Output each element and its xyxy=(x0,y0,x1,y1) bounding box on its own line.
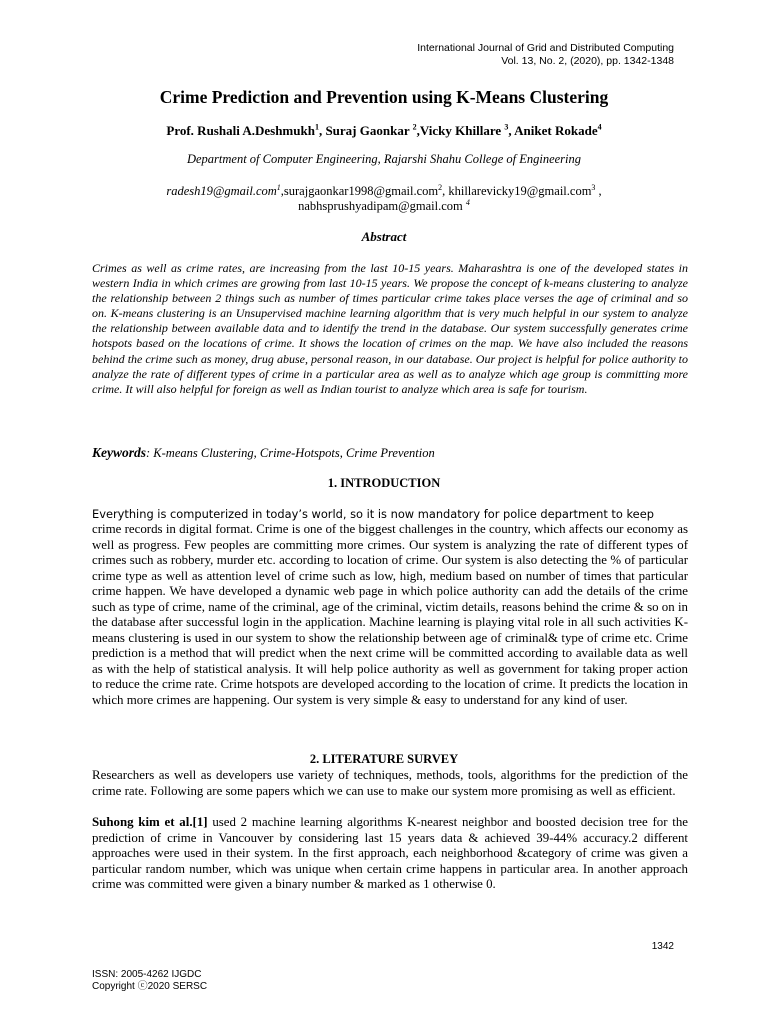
author-name: Vicky Khillare xyxy=(419,123,505,138)
author-name: Prof. Rushali A.Deshmukh xyxy=(166,123,315,138)
journal-header xyxy=(417,42,674,68)
author-affiliation-mark: 4 xyxy=(597,122,602,132)
literature-survey-paragraph xyxy=(92,815,688,893)
section-heading-literature-survey: 2. LITERATURE SURVEY xyxy=(309,752,459,766)
author-affiliation-mark: 2 xyxy=(412,122,417,132)
author-department: Department of Computer Engineering, Rajarshi Shahu College of Engineering xyxy=(186,152,582,166)
page-number: 1342 xyxy=(651,941,674,952)
journal-volume: Vol. 13, No. 2, (2020), pp. 1342-1348 xyxy=(501,55,674,67)
journal-name: International Journal of Grid and Distributed Computing xyxy=(417,42,674,54)
author-emails xyxy=(134,184,634,214)
keywords-line xyxy=(92,445,688,461)
section-heading-introduction: 1. INTRODUCTION xyxy=(327,476,441,490)
author-name: Aniket Rokade xyxy=(514,123,598,138)
paper-title: Crime Prediction and Prevention using K-Means Clustering xyxy=(159,87,609,107)
citation-body: used 2 machine learning algorithms K-nearest neighbor and boosted decision tree for the prediction of crime in Vancouver by considering last 15 years data & achieved 39-44% accuracy.2 different approaches were used in their system. In the first approach, each neighborhood &category of crime was given a particular random number, which was unique when certain crime happens in particular area. In another approach crime was committed were given a binary number & marked as 1 otherwise 0. xyxy=(92,815,688,891)
keywords-label: Keywords xyxy=(92,445,146,460)
literature-survey-paragraph: Researchers as well as developers use variety of techniques, methods, tools, algorithms for the prediction of the crime rate. Following are some papers which we can use to make our system more promising as well as efficient. xyxy=(92,768,688,798)
email-3[interactable]: , khillarevicky19@gmail.com xyxy=(442,184,592,198)
author-separator: , xyxy=(318,123,326,138)
email-mark: 1 xyxy=(276,182,281,192)
introduction-first-line: Everything is computerized in today’s world, so it is now mandatory for police department to keep xyxy=(92,507,654,521)
abstract-text: Crimes as well as crime rates, are increasing from the last 10-15 years. Maharashtra is one of the developed states in western India in which crimes are growing from last 10-15 years. We propose the concept of k-means clustering to analyze the relationship between 2 things such as number of times particular crime takes place verses the age of criminal and so on. K-means clustering is an Unsupervised machine learning algorithm that is very much helpful in our system to analyze the relationship between available data and to identify the trend in the database. Our system successfully generates crime hotspots based on the locations of crime. It shows the location of crimes on the map. We have also included the reasons behind the crime such as money, drug abuse, personal reason, in our database. Our project is helpful for police authority to analyze the rate of different types of crime in a particular area as well as to analyze which age group is committing more crime. It will also helpful for foreign as well as Indian tourist to analyze which area is safe for tourism. xyxy=(92,261,688,396)
author-affiliation-mark: 1 xyxy=(314,122,319,132)
author-affiliation-mark: 3 xyxy=(504,122,509,132)
email-mark: 4 xyxy=(465,197,470,207)
citation-lead: Suhong kim et al.[1] xyxy=(92,815,208,829)
issn-line: ISSN: 2005-4262 IJGDC xyxy=(92,969,202,980)
author-name: Suraj Gaonkar xyxy=(325,123,413,138)
email-2[interactable]: ,surajgaonkar1998@gmail.com xyxy=(280,184,439,198)
keywords-text: : K-means Clustering, Crime-Hotspots, Crime Prevention xyxy=(146,446,435,460)
email-mark: 3 xyxy=(591,182,596,192)
email-mark: 2 xyxy=(438,182,443,192)
abstract-heading: Abstract xyxy=(361,229,407,244)
email-1[interactable]: radesh19@gmail.com xyxy=(166,184,277,198)
introduction-body: crime records in digital format. Crime is one of the biggest challenges in the country, which affects our economy as well as progress. Few peoples are committing more crimes. Our system is analyzing the rate of different types of crimes such as robbery, murder etc. according to location of crime. Our system is also detecting the % of particular crime type as well as attention level of crime such as low, high, medium based on number of times that particular crime happen. We have developed a dynamic web page in which police authority can add the details of the crime such as type of crime, name of the criminal, age of the criminal, victim details, reasons behind the crime & so on in the database after successful login in the application. Machine learning is playing vital role in all such activities K-means clustering is used in our system to show the relationship between age of criminal& type of crime etc. Crime prediction is a method that will predict when the next crime will be committed according to available data as well as with the help of statistical analysis. It will help police authority as well as government for taking proper action to reduce the crime rate. Crime hotspots are developed according to the location of crime. It predicts the location in which more crimes are happening. Our system is very simple & easy to understand for any kind of user. xyxy=(92,522,688,707)
author-separator: , xyxy=(416,123,420,138)
copyright-line: Copyright ⓒ2020 SERSC xyxy=(92,981,208,992)
author-list xyxy=(0,123,768,139)
email-4[interactable]: nabhsprushyadipam@gmail.com xyxy=(298,199,466,213)
author-separator: , xyxy=(508,123,515,138)
page-footer xyxy=(92,969,207,993)
email-separator: , xyxy=(595,184,602,198)
